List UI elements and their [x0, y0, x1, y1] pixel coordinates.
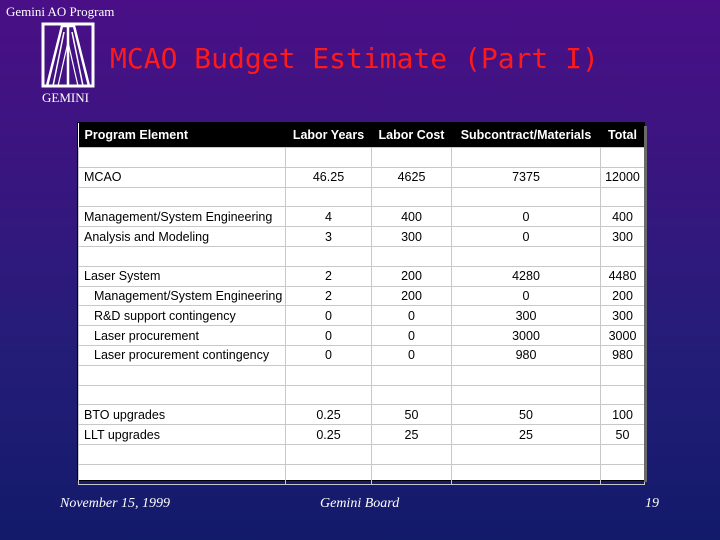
logo-text: GEMINI	[42, 90, 89, 105]
subcontract-cell: 7375	[452, 167, 601, 187]
table-row	[79, 227, 645, 247]
row-label: MCAO	[79, 167, 286, 187]
labor-years-cell: 46.25	[286, 167, 372, 187]
table-header-row	[79, 123, 645, 148]
total-cell: 300	[601, 227, 645, 247]
total-cell: 300	[601, 306, 645, 326]
program-label: Gemini AO Program	[6, 4, 115, 19]
spacer-row	[79, 148, 645, 168]
table-row	[79, 266, 645, 286]
labor-years-cell: 0.25	[286, 405, 372, 425]
row-label: Analysis and Modeling	[79, 227, 286, 247]
spacer-row	[79, 246, 645, 266]
total-cell: 4480	[601, 266, 645, 286]
labor-cost-cell: 200	[372, 286, 452, 306]
labor-cost-cell: 400	[372, 207, 452, 227]
labor-years-cell: 0	[286, 345, 372, 365]
row-label: BTO upgrades	[79, 405, 286, 425]
page-title: MCAO Budget Estimate (Part I)	[110, 42, 599, 75]
table-row	[79, 345, 645, 365]
spacer-row	[79, 464, 645, 484]
subcontract-cell: 0	[452, 227, 601, 247]
total-cell: 980	[601, 345, 645, 365]
labor-cost-cell: 0	[372, 306, 452, 326]
labor-years-cell: 4	[286, 207, 372, 227]
labor-cost-cell: 50	[372, 405, 452, 425]
table-row	[79, 326, 645, 346]
table-row	[79, 207, 645, 227]
spacer-row	[79, 365, 645, 385]
row-label: Laser System	[79, 266, 286, 286]
total-cell: 100	[601, 405, 645, 425]
labor-years-cell: 3	[286, 227, 372, 247]
subcontract-cell: 4280	[452, 266, 601, 286]
spacer-row	[79, 385, 645, 405]
labor-years-cell: 0	[286, 306, 372, 326]
row-label: LLT upgrades	[79, 425, 286, 445]
total-cell: 400	[601, 207, 645, 227]
total-cell: 3000	[601, 326, 645, 346]
row-label: Management/System Engineering	[79, 286, 286, 306]
labor-cost-cell: 0	[372, 326, 452, 346]
labor-years-cell: 0.25	[286, 425, 372, 445]
labor-cost-cell: 0	[372, 345, 452, 365]
table-row	[79, 167, 645, 187]
table-row	[79, 306, 645, 326]
subcontract-cell: 50	[452, 405, 601, 425]
row-label: R&D support contingency	[79, 306, 286, 326]
subcontract-cell: 300	[452, 306, 601, 326]
labor-years-cell: 2	[286, 266, 372, 286]
total-cell: 200	[601, 286, 645, 306]
footer-event: Gemini Board	[320, 496, 400, 511]
spacer-row	[79, 187, 645, 207]
row-label: Laser procurement	[79, 326, 286, 346]
labor-years-cell: 0	[286, 326, 372, 346]
total-cell: 50	[601, 425, 645, 445]
labor-cost-cell: 200	[372, 266, 452, 286]
labor-years-cell: 2	[286, 286, 372, 306]
column-header: Subcontract/Materials	[452, 123, 601, 148]
subcontract-cell: 980	[452, 345, 601, 365]
row-label: Laser procurement contingency	[79, 345, 286, 365]
column-header: Labor Cost	[372, 123, 452, 148]
subcontract-cell: 3000	[452, 326, 601, 346]
subcontract-cell: 0	[452, 286, 601, 306]
column-header: Labor Years	[286, 123, 372, 148]
row-label: Management/System Engineering	[79, 207, 286, 227]
budget-table	[77, 122, 645, 481]
labor-cost-cell: 300	[372, 227, 452, 247]
labor-cost-cell: 4625	[372, 167, 452, 187]
table-row	[79, 425, 645, 445]
table-row	[79, 405, 645, 425]
subcontract-cell: 25	[452, 425, 601, 445]
spacer-row	[79, 444, 645, 464]
labor-cost-cell: 25	[372, 425, 452, 445]
table-row	[79, 286, 645, 306]
page-number: 19	[645, 496, 659, 511]
column-header: Program Element	[79, 123, 286, 148]
subcontract-cell: 0	[452, 207, 601, 227]
total-cell: 12000	[601, 167, 645, 187]
footer-date: November 15, 1999	[60, 496, 171, 511]
column-header: Total	[601, 123, 645, 148]
